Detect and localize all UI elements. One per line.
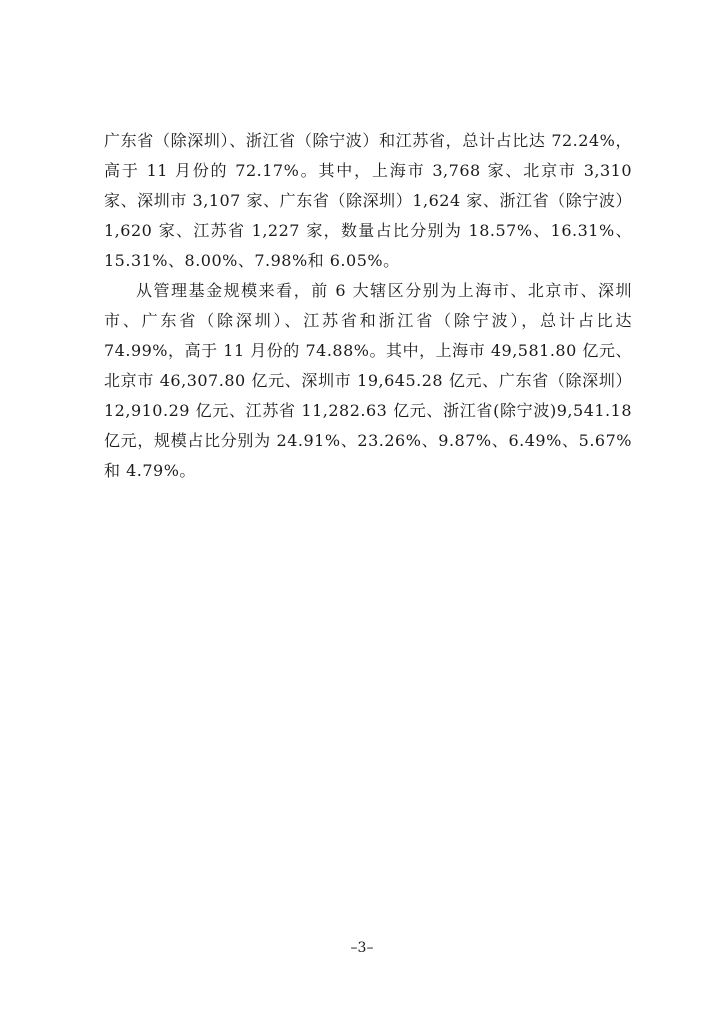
- document-body: [104, 126, 632, 486]
- paragraph-registration-count: 广东省（除深圳）、浙江省（除宁波）和江苏省，总计占比达 72.24%，高于 11 月份的 72.17%。其中，上海市 3,768 家、北京市 3,310 家、深圳市 3,107 家、广东省（除深圳）1,624 家、浙江省（除宁波）1,620 家、江苏省 1,227 家，数量占比分别为 18.57%、16.31%、15.31%、8.00%、7.98%和 6.05%。: [104, 131, 632, 270]
- paragraph-fund-scale: 从管理基金规模来看，前 6 大辖区分别为上海市、北京市、深圳市、广东省（除深圳）、江苏省和浙江省（除宁波），总计占比达 74.99%，高于 11 月份的 74.88%。其中，上海市 49,581.80 亿元、北京市 46,307.80 亿元、深圳市 19,645.28 亿元、广东省（除深圳）12,910.29 亿元、江苏省 11,282.63 亿元、浙江省(除宁波)9,541.18 亿元，规模占比分别为 24.91%、23.26%、9.87%、6.49%、5.67%和 4.79%。: [104, 281, 632, 480]
- page-number: –3–: [350, 940, 374, 956]
